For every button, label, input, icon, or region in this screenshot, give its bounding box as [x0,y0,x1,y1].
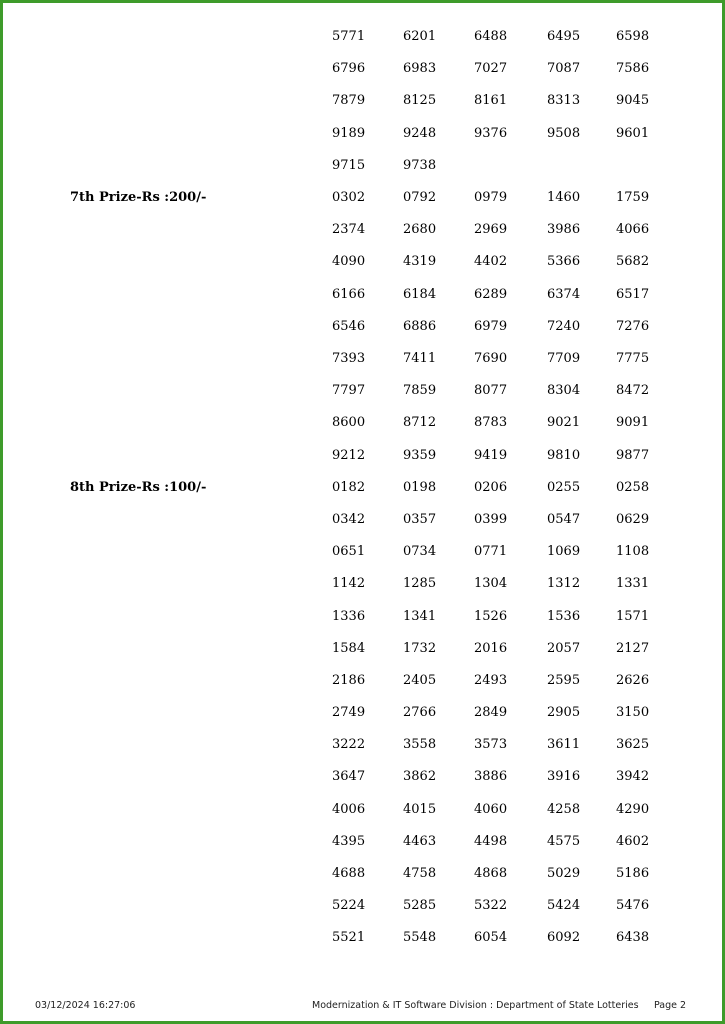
ticket-number: 5186 [616,866,650,882]
ticket-number: 9715 [332,157,366,173]
ticket-row [0,481,725,513]
ticket-number: 1571 [616,608,650,624]
ticket-number: 4498 [474,833,508,849]
ticket-number: 8783 [474,415,508,431]
ticket-number: 1312 [547,576,581,592]
ticket-number: 8600 [332,415,366,431]
ticket-number: 9091 [616,415,650,431]
ticket-row [0,577,725,609]
ticket-number: 7797 [332,383,366,399]
ticket-number: 0302 [332,190,366,205]
ticket-number: 2626 [616,672,650,688]
ticket-number: 0979 [474,190,508,205]
ticket-number: 3558 [403,737,437,753]
ticket-number: 2374 [332,222,366,238]
ticket-number: 2680 [403,222,437,238]
ticket-number: 1285 [403,576,437,592]
ticket-number: 7393 [332,350,366,366]
ticket-number: 4060 [474,801,508,817]
ticket-row [0,513,725,545]
ticket-row [0,416,725,448]
ticket-number: 4006 [332,801,366,817]
ticket-number: 1336 [332,608,366,624]
ticket-row [0,449,725,481]
ticket-number: 4868 [474,866,508,882]
ticket-number: 2057 [547,640,581,656]
ticket-number: 4402 [474,254,508,270]
ticket-number: 7586 [616,61,650,77]
ticket-row [0,706,725,738]
ticket-row [0,255,725,287]
prize-section [0,191,725,481]
ticket-number: 3862 [403,769,437,785]
ticket-number: 9248 [403,125,437,141]
ticket-number: 0771 [474,544,508,560]
ticket-number: 4090 [332,254,366,270]
ticket-number: 2849 [474,705,508,721]
ticket-number: 6488 [474,29,508,44]
ticket-number: 3611 [547,737,581,753]
ticket-number: 8712 [403,415,437,431]
ticket-number: 9419 [474,447,508,463]
ticket-number: 2969 [474,222,508,238]
ticket-row [0,899,725,931]
ticket-number: 0342 [332,511,366,527]
ticket-number: 4290 [616,801,650,817]
ticket-number: 2595 [547,672,581,688]
ticket-row [0,191,725,223]
prize-label: 7th Prize-Rs :200/- [70,190,207,205]
ticket-number: 0357 [403,511,437,527]
ticket-number: 3886 [474,769,508,785]
ticket-number: 5224 [332,898,366,914]
ticket-number: 5476 [616,898,650,914]
ticket-row [0,610,725,642]
ticket-number: 5322 [474,898,508,914]
ticket-row [0,738,725,770]
ticket-number: 5682 [616,254,650,270]
ticket-row [0,642,725,674]
ticket-number: 9045 [616,93,650,109]
ticket-number: 5424 [547,898,581,914]
footer-datetime: 03/12/2024 16:27:06 [35,1000,136,1011]
ticket-number: 3573 [474,737,508,753]
ticket-row [0,384,725,416]
ticket-number: 8125 [403,93,437,109]
ticket-number: 9189 [332,125,366,141]
ticket-number: 0198 [403,479,437,495]
ticket-number: 2749 [332,705,366,721]
ticket-number: 8313 [547,93,581,109]
ticket-number: 6598 [616,29,650,44]
ticket-number: 2127 [616,640,650,656]
ticket-number: 5285 [403,898,437,914]
prize-label: 8th Prize-Rs :100/- [70,479,207,495]
ticket-number: 7879 [332,93,366,109]
ticket-row [0,835,725,867]
ticket-row [0,94,725,126]
ticket-number: 0258 [616,479,650,495]
ticket-row [0,62,725,94]
ticket-number: 3150 [616,705,650,721]
ticket-number: 0651 [332,544,366,560]
ticket-number: 2766 [403,705,437,721]
ticket-number: 7240 [547,318,581,334]
ticket-row [0,545,725,577]
ticket-number: 4015 [403,801,437,817]
ticket-number: 6983 [403,61,437,77]
ticket-number: 3625 [616,737,650,753]
ticket-number: 3222 [332,737,366,753]
ticket-row [0,223,725,255]
ticket-number: 9508 [547,125,581,141]
ticket-number: 7027 [474,61,508,77]
ticket-number: 9601 [616,125,650,141]
ticket-number: 6438 [616,930,650,946]
ticket-number: 5029 [547,866,581,882]
ticket-number: 8472 [616,383,650,399]
ticket-number: 5548 [403,930,437,946]
ticket-row [0,159,725,191]
ticket-number: 9021 [547,415,581,431]
ticket-row [0,127,725,159]
ticket-number: 6374 [547,286,581,302]
ticket-number: 0547 [547,511,581,527]
ticket-number: 6201 [403,29,437,44]
ticket-number: 1304 [474,576,508,592]
ticket-number: 2493 [474,672,508,688]
ticket-number: 7411 [403,350,437,366]
ticket-row [0,352,725,384]
ticket-row [0,931,725,963]
ticket-number: 9877 [616,447,650,463]
ticket-number: 1759 [616,190,650,205]
ticket-number: 3647 [332,769,366,785]
ticket-number: 8077 [474,383,508,399]
ticket-number: 4602 [616,833,650,849]
ticket-number: 6166 [332,286,366,302]
ticket-number: 5521 [332,930,366,946]
ticket-number: 9212 [332,447,366,463]
ticket-number: 2016 [474,640,508,656]
ticket-number: 9359 [403,447,437,463]
ticket-number: 9738 [403,157,437,173]
ticket-number: 4758 [403,866,437,882]
ticket-number: 1732 [403,640,437,656]
ticket-number: 9810 [547,447,581,463]
ticket-number: 6092 [547,930,581,946]
ticket-number: 1108 [616,544,650,560]
ticket-number: 4319 [403,254,437,270]
ticket-number: 1536 [547,608,581,624]
ticket-number: 1331 [616,576,650,592]
ticket-number: 2186 [332,672,366,688]
ticket-number: 6886 [403,318,437,334]
ticket-number: 1069 [547,544,581,560]
ticket-number: 5771 [332,29,366,44]
ticket-number: 6054 [474,930,508,946]
ticket-row [0,803,725,835]
footer-page-number: Page 2 [654,1000,687,1011]
ticket-row [0,674,725,706]
ticket-number: 7087 [547,61,581,77]
ticket-number: 8161 [474,93,508,109]
ticket-number: 5366 [547,254,581,270]
footer-department: Modernization & IT Software Division : Department of State Lotteries [312,1000,639,1011]
ticket-number: 0255 [547,479,581,495]
prize-section [0,481,725,964]
page-footer [0,1000,725,1014]
ticket-number: 7709 [547,350,581,366]
ticket-number: 3942 [616,769,650,785]
ticket-number: 7859 [403,383,437,399]
ticket-row [0,770,725,802]
ticket-number: 7775 [616,350,650,366]
ticket-number: 2405 [403,672,437,688]
ticket-number: 4463 [403,833,437,849]
ticket-number: 4688 [332,866,366,882]
ticket-number: 6289 [474,286,508,302]
ticket-number: 4066 [616,222,650,238]
ticket-number: 9376 [474,125,508,141]
ticket-number: 4575 [547,833,581,849]
ticket-number: 1526 [474,608,508,624]
ticket-number: 1460 [547,190,581,205]
ticket-number: 0734 [403,544,437,560]
ticket-number: 0206 [474,479,508,495]
ticket-row [0,867,725,899]
ticket-number: 1341 [403,608,437,624]
prize-section [0,30,725,191]
ticket-number: 6546 [332,318,366,334]
ticket-number: 1142 [332,576,366,592]
ticket-row [0,30,725,62]
ticket-number: 4258 [547,801,581,817]
ticket-number: 0182 [332,479,366,495]
ticket-number: 2905 [547,705,581,721]
ticket-number: 6979 [474,318,508,334]
ticket-number: 0792 [403,190,437,205]
ticket-row [0,288,725,320]
ticket-number: 7690 [474,350,508,366]
ticket-number: 0399 [474,511,508,527]
ticket-number: 8304 [547,383,581,399]
ticket-number: 6184 [403,286,437,302]
ticket-number: 6796 [332,61,366,77]
ticket-number: 0629 [616,511,650,527]
ticket-number: 6495 [547,29,581,44]
ticket-number: 4395 [332,833,366,849]
ticket-number: 6517 [616,286,650,302]
ticket-row [0,320,725,352]
ticket-number: 3986 [547,222,581,238]
ticket-number: 7276 [616,318,650,334]
ticket-number: 1584 [332,640,366,656]
ticket-number: 3916 [547,769,581,785]
